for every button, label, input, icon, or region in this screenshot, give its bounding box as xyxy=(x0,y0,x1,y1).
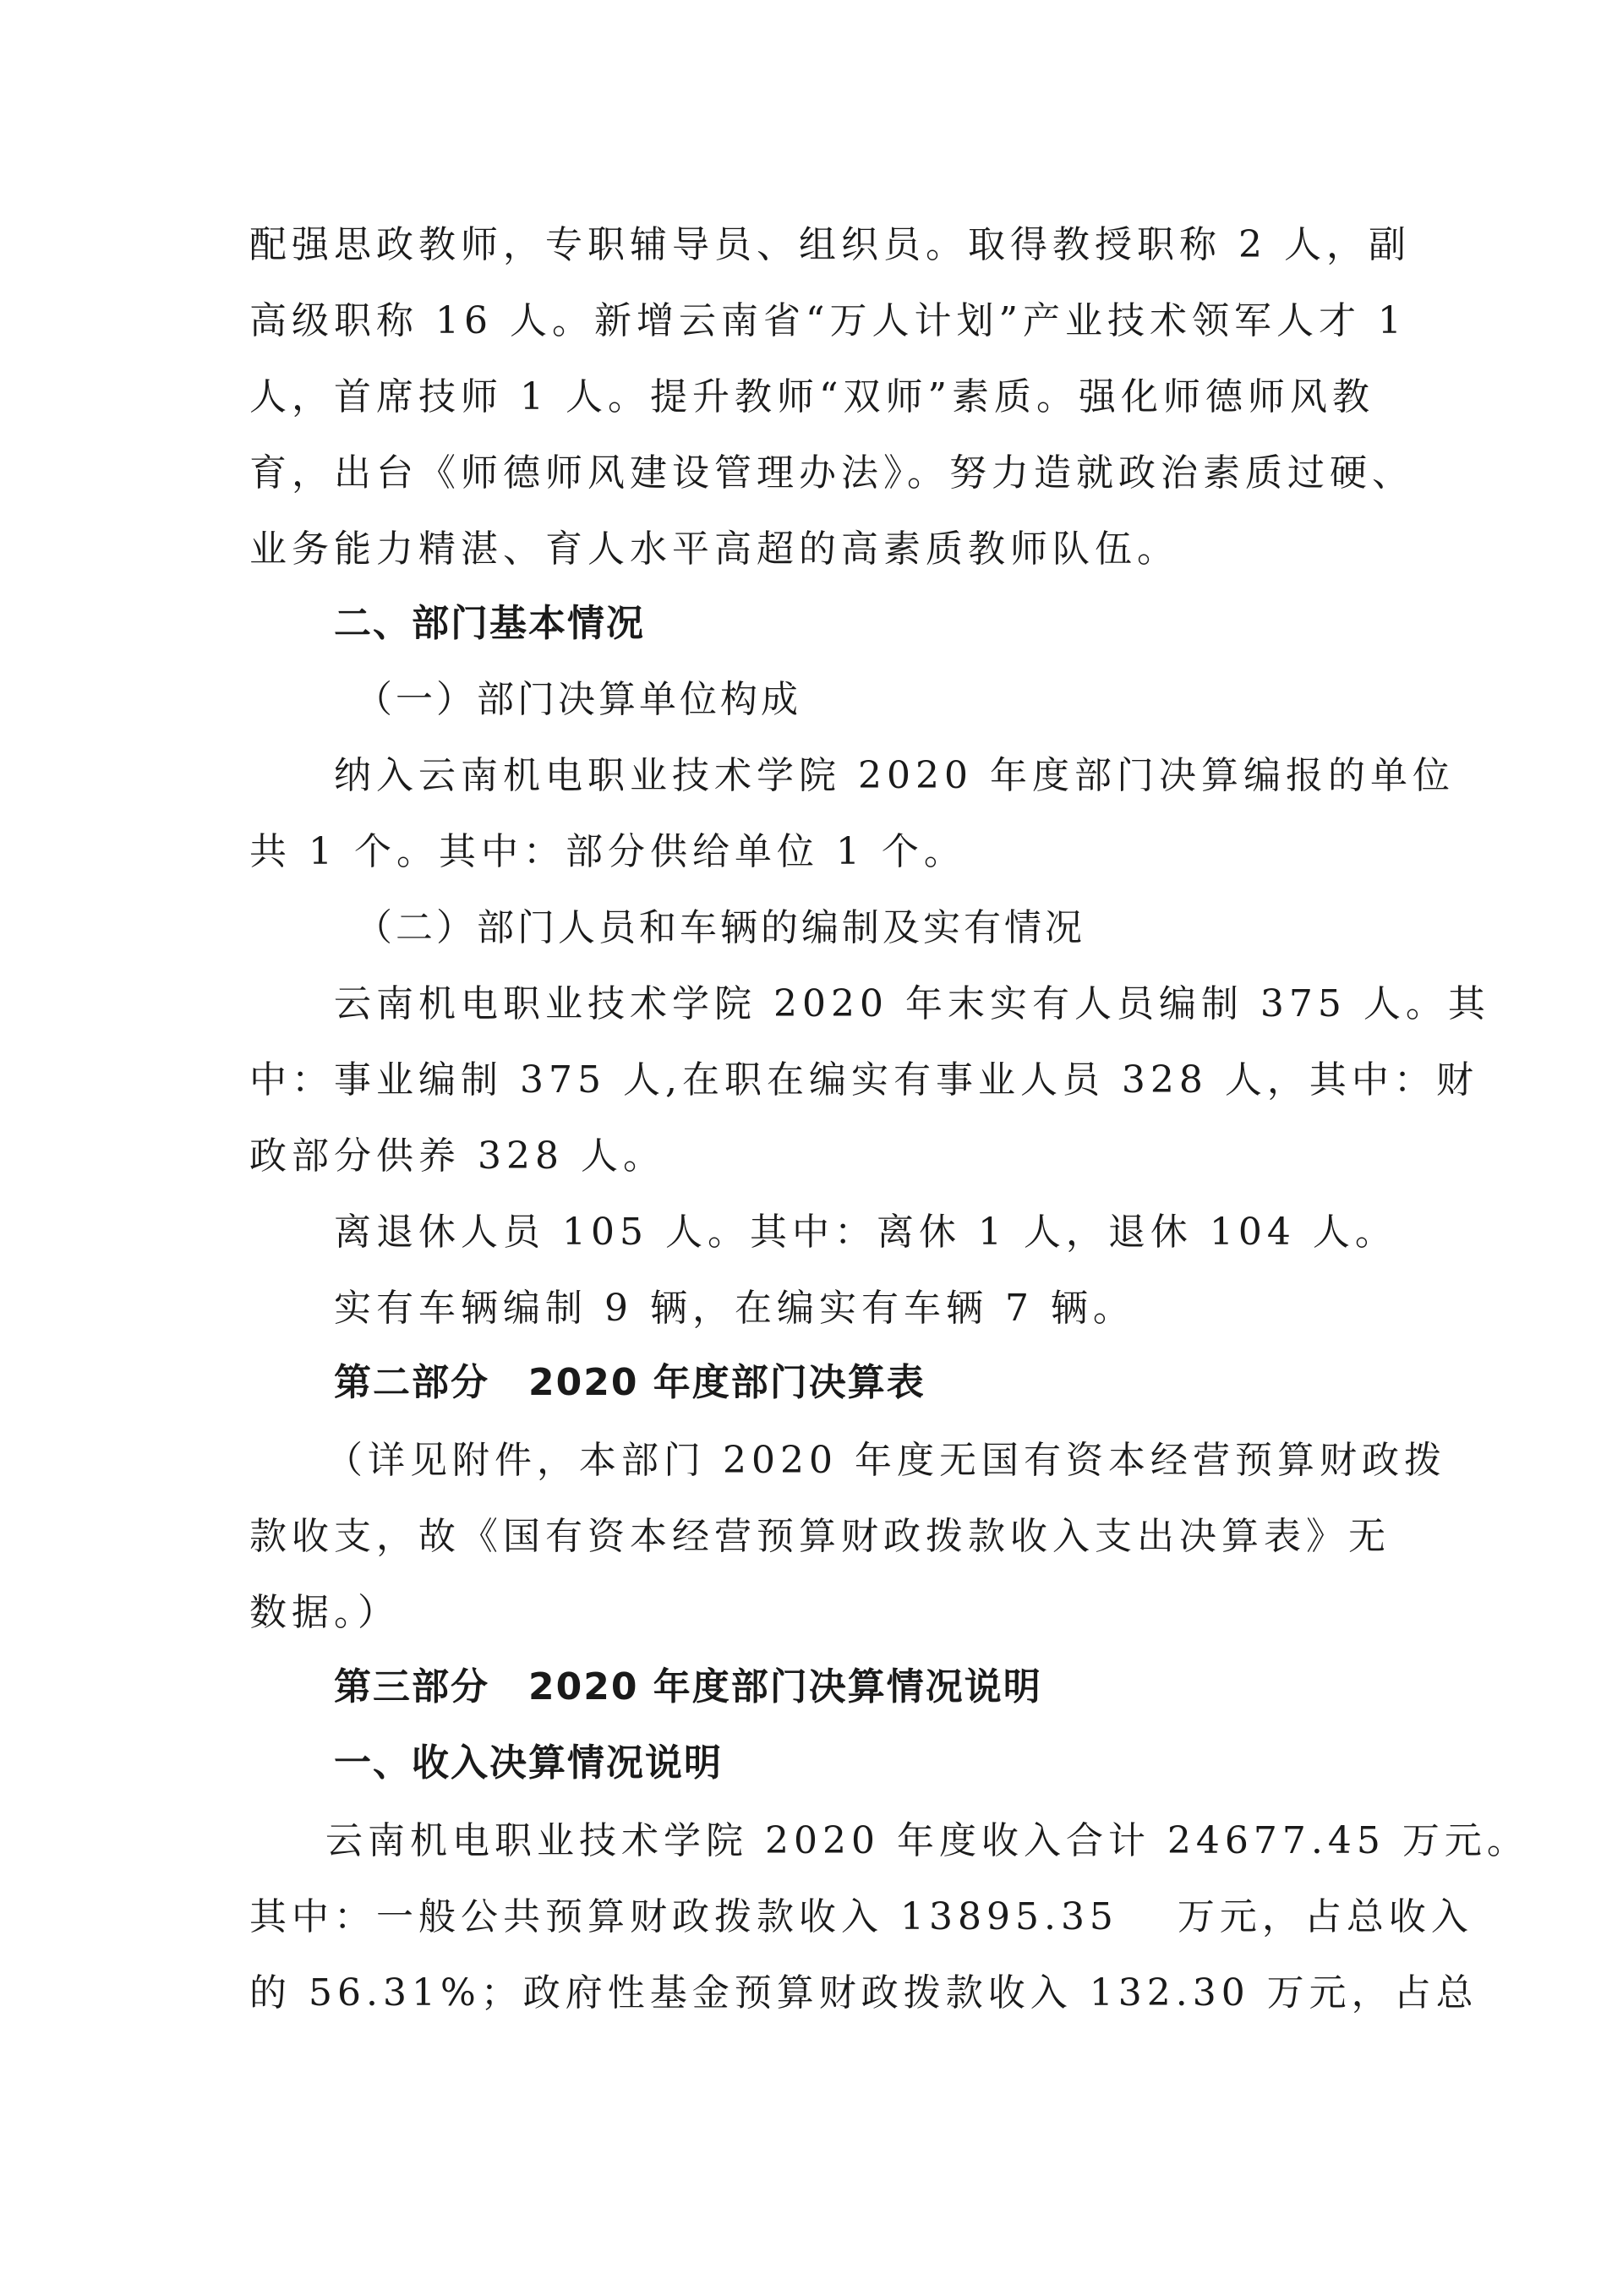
subsection-heading: （一）部门决算单位构成 xyxy=(355,678,801,721)
section-heading: 二、部门基本情况 xyxy=(334,602,645,645)
paragraph-line: 数据。） xyxy=(249,1591,400,1634)
paragraph-line: 中：事业编制 375 人,在职在编实有事业人员 328 人，其中：财 xyxy=(249,1058,1478,1102)
paragraph-line: 配强思政教师，专职辅导员、组织员。取得教授职称 2 人，副 xyxy=(249,223,1411,266)
paragraph-line: 人，首席技师 1 人。提升教师“双师”素质。强化师德师风教 xyxy=(249,375,1374,418)
paragraph-line: 共 1 个。其中：部分供给单位 1 个。 xyxy=(249,830,966,873)
paragraph-line: 其中：一般公共预算财政拨款收入 13895.35 万元，占总收入 xyxy=(249,1895,1473,1938)
subsection-heading: （二）部门人员和车辆的编制及实有情况 xyxy=(355,906,1085,949)
paragraph-line: 的 56.31%；政府性基金预算财政拨款收入 132.30 万元，占总 xyxy=(249,1971,1478,2014)
paragraph-line: 款收支，故《国有资本经营预算财政拨款收入支出决算表》无 xyxy=(249,1515,1391,1558)
paragraph-line: 业务能力精湛、育人水平高超的高素质教师队伍。 xyxy=(249,528,1179,571)
paragraph-line: 云南机电职业技术学院 2020 年末实有人员编制 375 人。其 xyxy=(334,982,1490,1025)
paragraph-line: 政部分供养 328 人。 xyxy=(249,1134,665,1178)
paragraph-line: 云南机电职业技术学院 2020 年度收入合计 24677.45 万元。 xyxy=(325,1819,1529,1862)
paragraph-line: 纳入云南机电职业技术学院 2020 年度部门决算编报的单位 xyxy=(334,754,1455,797)
paragraph-line: （详见附件，本部门 2020 年度无国有资本经营预算财政拨 xyxy=(325,1439,1446,1482)
section-heading: 一、收入决算情况说明 xyxy=(334,1741,723,1785)
paragraph-line: 离退休人员 105 人。其中：离休 1 人，退休 104 人。 xyxy=(334,1211,1397,1254)
paragraph-line: 实有车辆编制 9 辆，在编实有车辆 7 辆。 xyxy=(334,1287,1135,1330)
paragraph-line: 育，出台《师德师风建设管理办法》。努力造就政治素质过硬、 xyxy=(249,451,1414,495)
part-heading: 第三部分 2020 年度部门决算情况说明 xyxy=(334,1665,1042,1708)
part-heading: 第二部分 2020 年度部门决算表 xyxy=(334,1361,926,1404)
paragraph-line: 高级职称 16 人。新增云南省“万人计划”产业技术领军人才 1 xyxy=(249,299,1407,342)
